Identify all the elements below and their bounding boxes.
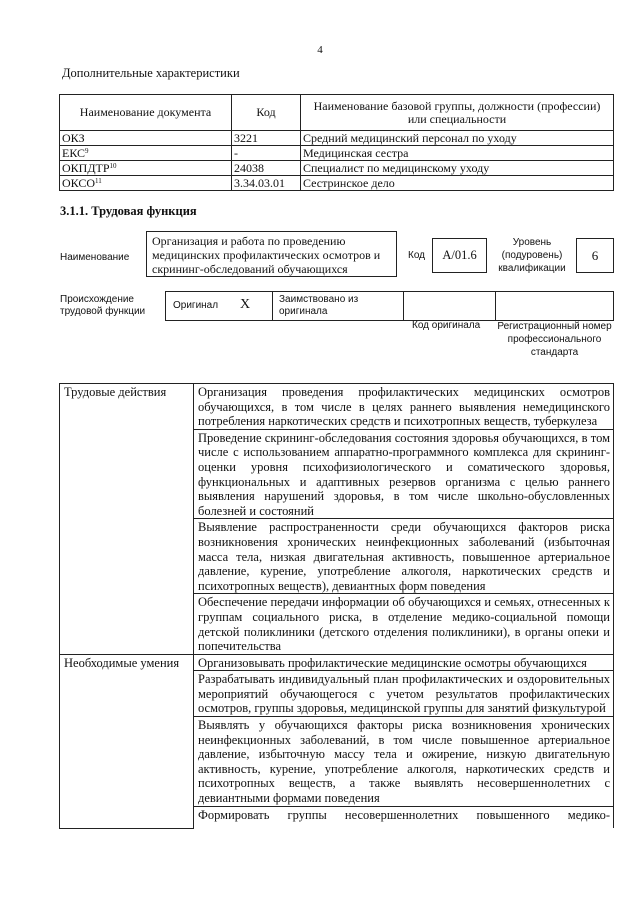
table-row [60,384,614,430]
skill-item: Формировать группы несовершеннолетних повышенного медико- [194,806,614,828]
doc-name: ОКЗ [62,130,85,145]
code-cell: 24038 [232,161,301,176]
original-code-box [403,291,496,321]
header-code: Код [232,95,301,131]
labor-action-item: Обеспечение передачи информации об обучающихся и семьях, отнесенных к группам социального риска, в отделение медико-социальной помощи детской поликлиники (детского отделения поликлиники), в органы опеки и попечительства [194,594,614,654]
reg-number-box [495,291,614,321]
doc-footnote: 10 [109,161,117,170]
name-cell: Медицинская сестра [301,146,614,161]
doc-cell [60,131,232,146]
doc-cell [60,161,232,176]
table-header-row [60,95,614,131]
labor-action-item: Организация проведения профилактических медицинских осмотров обучающихся, в том числе в целях раннего выявления немедицинского потребления наркотических средств и психотропных веществ, туберкулеза [194,384,614,430]
qualification-level-box: 6 [576,238,614,273]
code-cell: - [232,146,301,161]
origin-label: Происхождение трудовой функции [60,294,146,317]
name-label: Наименование [60,252,130,263]
labor-action-item: Выявление распространенности среди обучающихся факторов риска возникновения хронических неинфекционных заболеваний (избыточная масса тела, низкая двигательная активность, повышенное артериальное давление, курение, употребление алкоголя, наркотических средств и психотропных веществ), девиантных форм поведения [194,519,614,594]
skill-item: Разрабатывать индивидуальный план профилактических и оздоровительных мероприятий обучающегося с учетом результатов профилактических осмотров, группы здоровья, медицинской группы для занятий физкультурой [194,671,614,717]
name-cell: Средний медицинский персонал по уходу [301,131,614,146]
labor-actions-header: Трудовые действия [60,384,194,655]
additional-characteristics-title: Дополнительные характеристики [62,66,240,80]
page-number: 4 [317,44,323,56]
table-row [60,131,614,146]
original-code-caption: Код оригинала [412,320,481,331]
original-label: Оригинал [173,300,219,311]
table-row [60,146,614,161]
name-cell: Специалист по медицинскому уходу [301,161,614,176]
table-row [60,654,614,671]
table-row [60,161,614,176]
header-document: Наименование документа [60,95,232,131]
doc-footnote: 9 [85,146,89,155]
skill-item: Выявлять у обучающихся факторы риска возникновения хронических неинфекционных заболеваний, в том числе повышенное артериальное давление, избыточную массу тела и ожирение, низкую двигательную активность, курение, употребление алкоголя, наркотических средств и психотропных веществ, а также выявлять несовершеннолетних с девиантными формами поведения [194,717,614,807]
doc-footnote: 11 [95,176,102,185]
skills-header: Необходимые умения [60,654,194,828]
header-group-name: Наименование базовой группы, должности (профессии) или специальности [301,95,614,131]
labor-action-item: Проведение скрининг-обследования состояния здоровья обучающихся, в том числе с использованием аппаратно-программного комплекса для скрининг-оценки уровня психофизиологического и соматического здоровья, функциональных и адаптивных резервов организма с целью раннего выявления нарушений здоровья, в том числе школьно-обусловленных болезней и состояний [194,429,614,519]
code-cell: 3221 [232,131,301,146]
code-cell: 3.34.03.01 [232,176,301,191]
doc-name: ОКПДТР [62,160,110,175]
labor-function-table [59,383,614,829]
function-code-box: А/01.6 [432,238,487,273]
original-mark: X [240,297,251,312]
doc-cell [60,176,232,191]
doc-name: ЕКС [62,145,86,160]
borrowed-box: Заимствовано из оригинала [272,291,404,321]
qualification-level-label: Уровень (подуровень) квалификации [498,237,566,274]
function-name-box: Организация и работа по проведению медицинских профилактических осмотров и скрининг-обследований обучающихся [146,231,397,277]
labor-function-title: 3.1.1. Трудовая функция [60,204,197,218]
doc-name: ОКСО [62,175,96,190]
table-row [60,176,614,191]
name-cell: Сестринское дело [301,176,614,191]
code-label: Код [408,250,426,261]
doc-cell [60,146,232,161]
additional-characteristics-table [59,94,614,191]
skill-item: Организовывать профилактические медицинские осмотры обучающихся [194,654,614,671]
reg-number-caption: Регистрационный номер профессионального стандарта [497,321,612,358]
